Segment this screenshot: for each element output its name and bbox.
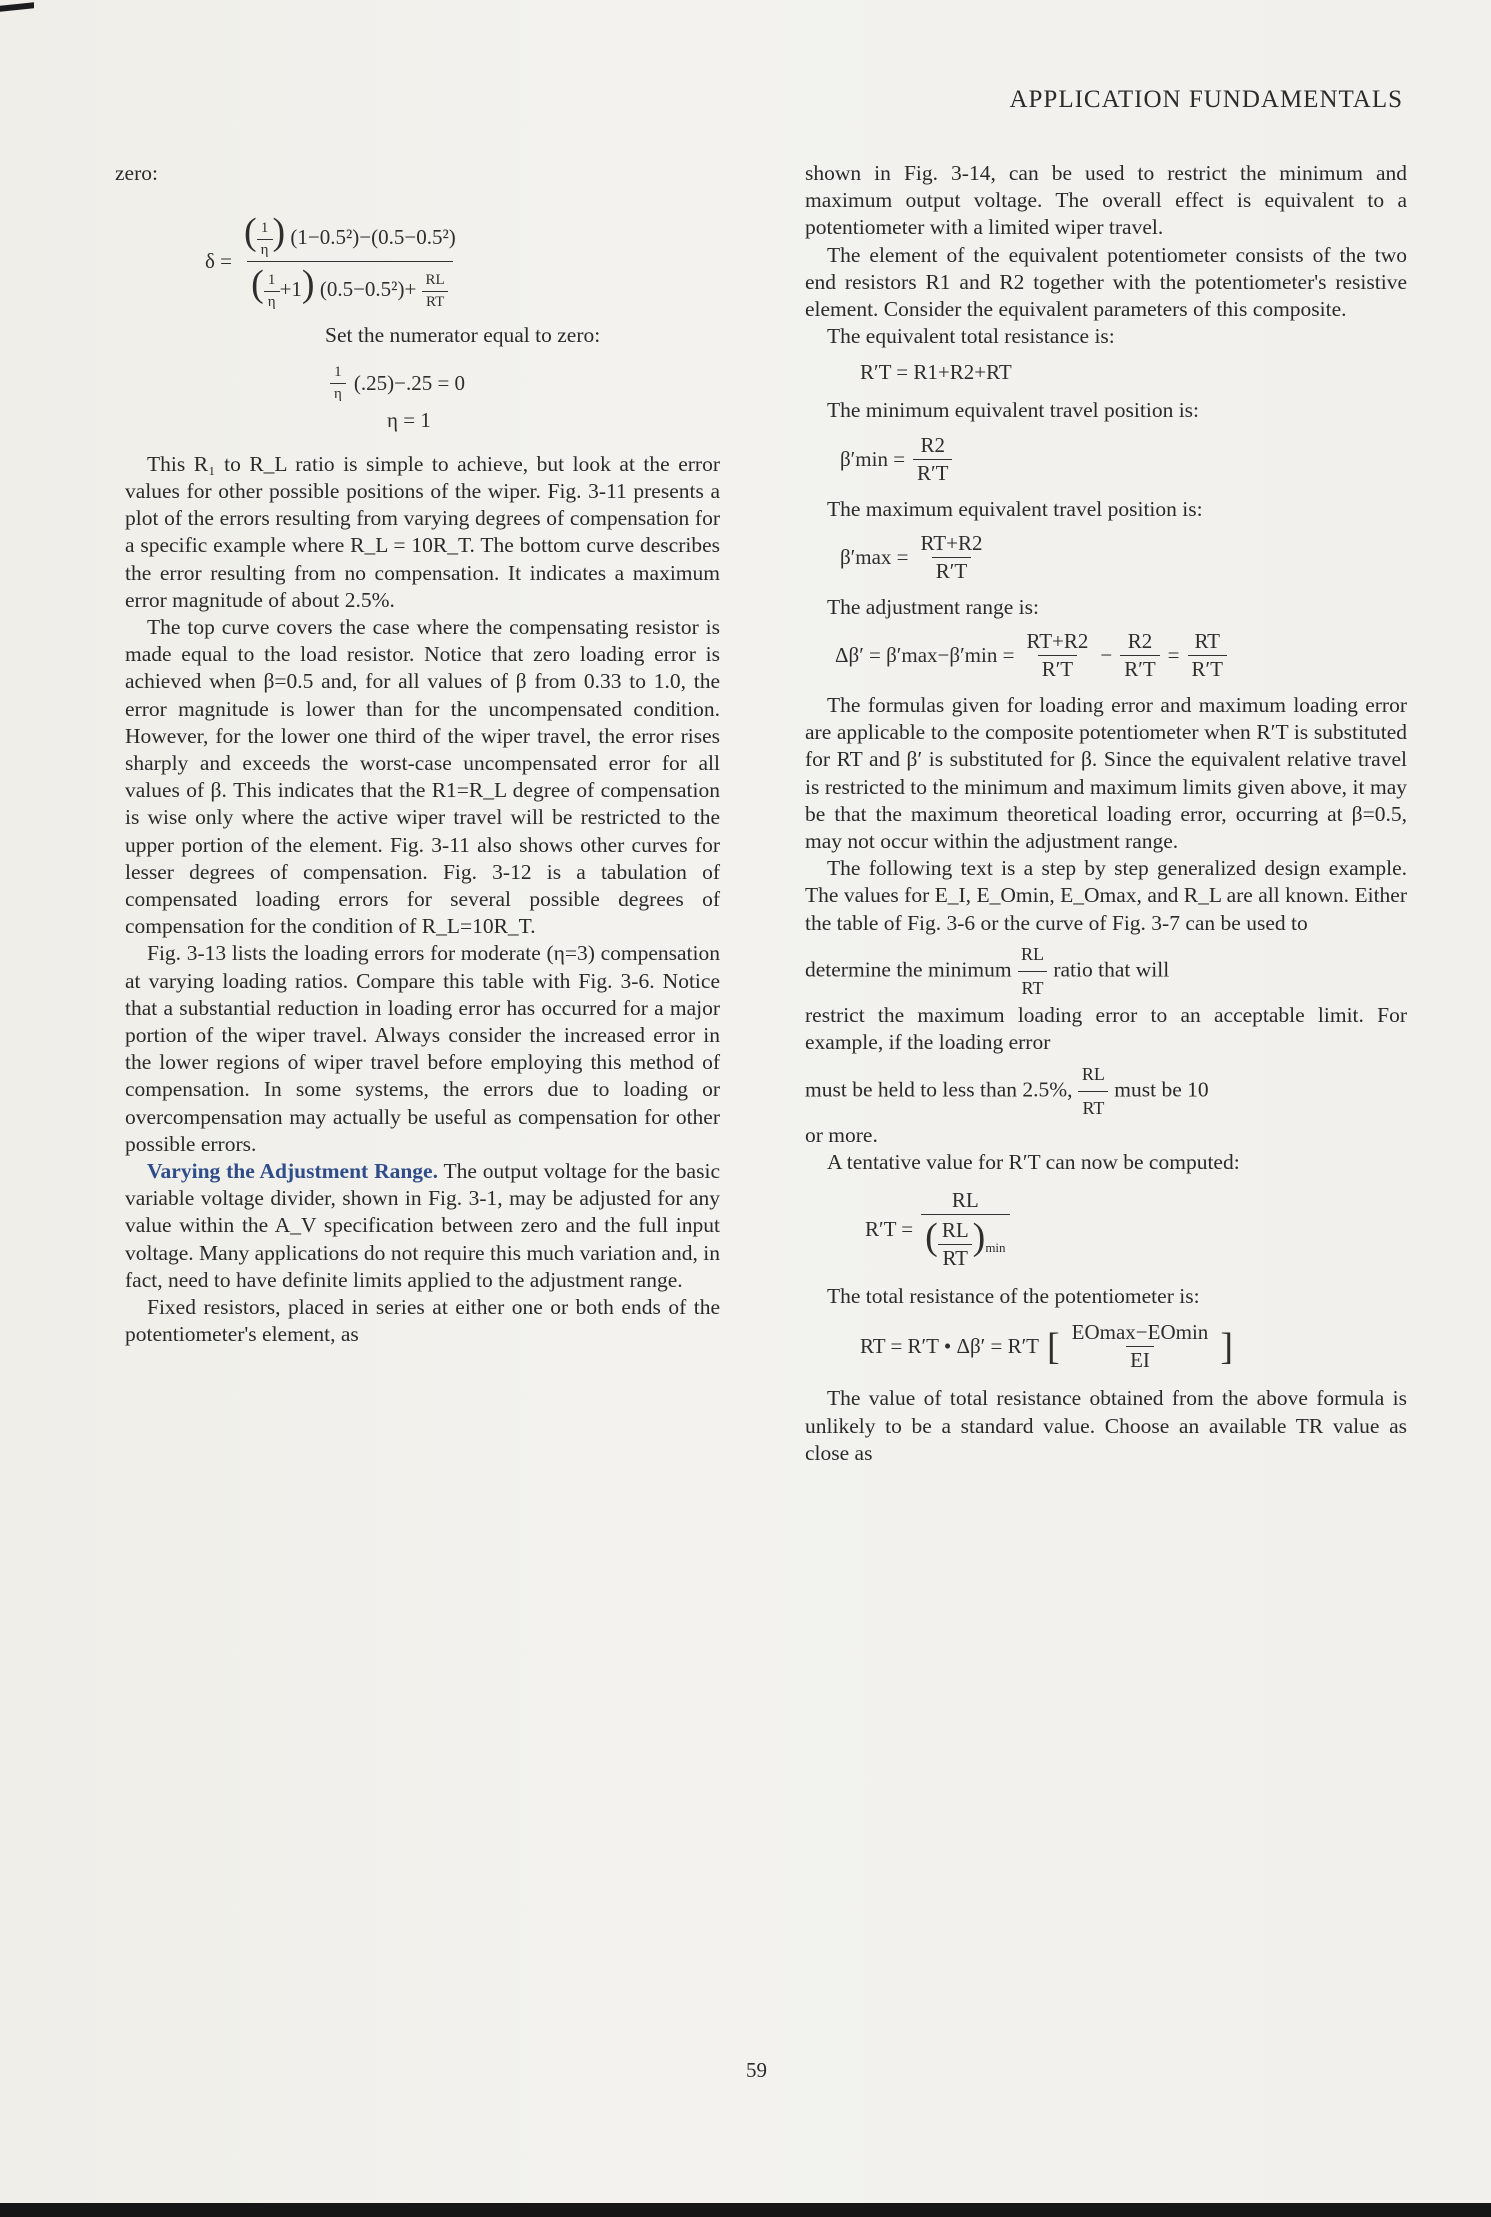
left-column [115,160,720,1348]
right-column [805,160,1407,1467]
section-heading: Varying the Adjustment Range. [147,1159,438,1184]
equation-label: The adjustment range is: [827,594,1039,619]
tentative-rt-equation: R′T = RL ( $\frac{RL}{RT}$ )$_{min}$ [865,1190,1407,1269]
paragraph: The top curve covers the case where the compensating resistor is made equal to the load resistor. Notice that zero loading error is achieved when β=0.5 and, for all values of β from 0.33 to 1.0, the error magnitude is lower than for the uncompensated condition. However, for the lower one third of the wiper travel, the error rises sharply and exceeds the worst-case uncompensated error for all values of β. This indicates that the R1=R_L degree of compensation is wise only where the active wiper travel will be restricted to the upper portion of the element. Fig. 3-11 also shows other curves for lesser degrees of compensation. Fig. 3-12 is a tabulation of compensated loading errors for several possible degrees of compensation for the condition of R_L=10R_T. [125,615,720,939]
equation-label: The total resistance of the potentiometer is: [827,1284,1200,1309]
equation-label: The minimum equivalent travel position is: [827,398,1200,423]
equation-label: A tentative value for R′T can now be computed: [827,1150,1240,1175]
paragraph: determine the minimum $\frac{RL}{RT}$ ratio that will [805,941,1407,1002]
paragraph: restrict the maximum loading error to an acceptable limit. For example, if the loading error [805,1003,1407,1055]
adjustment-range-equation: Δβ′ = β′max−β′min = $\frac{RT+R2}{R'T}$ − $\frac{R2}{R'T}$ = $\frac{RT}{R'T}$ [835,631,1407,680]
page-number: 59 [746,2058,767,2082]
total-resistance-equation: R′T = R1+R2+RT [860,360,1012,385]
paragraph: Fixed resistors, placed in series at either one or both ends of the potentiometer's element, as [125,1295,720,1347]
equation-label: The maximum equivalent travel position is: [827,496,1203,521]
eta-equation: η = 1 [387,407,431,432]
paragraph: The formulas given for loading error and maximum loading error are applicable to the composite potentiometer when R′T is substituted for RT and β′ is substituted for β. Since the equivalent relative travel is restricted to the minimum and maximum limits given above, it may be that the maximum theoretical loading error, occurring at β=0.5, may not occur within the adjustment range. [805,693,1407,854]
scan-bottom-edge [0,2203,1491,2217]
set-numerator-text: Set the numerator equal to zero: [325,322,601,347]
running-header: APPLICATION FUNDAMENTALS [1009,86,1403,113]
scan-corner-mark [0,2,34,12]
paragraph: The following text is a step by step generalized design example. The values for E_I, E_Omin, E_Omax, and R_L are all known. Either the table of Fig. 3-6 or the curve of Fig. 3-7 can be used to [805,856,1407,935]
paragraph: shown in Fig. 3-14, can be used to restrict the minimum and maximum output voltage. The overall effect is equivalent to a potentiometer with a limited wiper travel. [805,161,1407,240]
paragraph: Varying the Adjustment Range. The output voltage for the basic variable voltage divider, shown in Fig. 3-1, may be adjusted for any value within the A_V specification between zero and the full input voltage. Many applications do not require this much variation and, in fact, need to have definite limits applied to the adjustment range. [125,1159,720,1292]
beta-min-equation: β′min = $\frac{R2}{R'T}$ [840,435,1407,484]
paragraph: or more. [805,1123,878,1148]
intro-text: zero: [115,161,158,185]
equation-label: The equivalent total resistance is: [827,324,1115,349]
beta-max-equation: β′max = $\frac{RT+R2}{R'T}$ [840,530,983,583]
rt-equation: RT = R′T • Δβ′ = R′T [ $\frac{EOmax-EOmin}{EI}$ ] [860,1320,1233,1373]
paragraph: must be held to less than 2.5%, $\frac{RL}{RT}$ must be 10 [805,1061,1407,1122]
delta-equation: δ = ( $\frac{1}{\eta}$ ) (1−0.5²)−(0.5−0.5²) ( $\frac{1}{\eta}$ +1) (0.5−0.5²)+ $\frac{RL}{RT}$ [205,211,456,310]
paragraph: The element of the equivalent potentiometer consists of the two end resistors R1 and R2 together with the potentiometer's resistive element. Consider the equivalent parameters of this composite. [805,242,1407,322]
paragraph: This R₁ to R_L ratio is simple to achieve, but look at the error values for other possible positions of the wiper. Fig. 3-11 presents a plot of the errors resulting from varying degrees of compensation for a specific example where R_L = 10R_T. The bottom curve describes the error resulting from no compensation. It indicates a maximum error magnitude of about 2.5%. [125,451,720,612]
paragraph: The value of total resistance obtained from the above formula is unlikely to be a standard value. Choose an available TR value as close as [805,1386,1407,1465]
zero-equation: $\frac{1}{\eta}$ (.25)−.25 = 0 [330,365,720,402]
paragraph: Fig. 3-13 lists the loading errors for moderate (η=3) compensation at varying loading ratios. Compare this table with Fig. 3-6. Notice that a substantial reduction in loading error has occurred for a major portion of the wiper travel. Always consider the increased error in the lower regions of wiper travel before employing this method of compensation. In some systems, the errors due to loading or overcompensation may actually be useful as compensation for other possible errors. [125,941,720,1156]
